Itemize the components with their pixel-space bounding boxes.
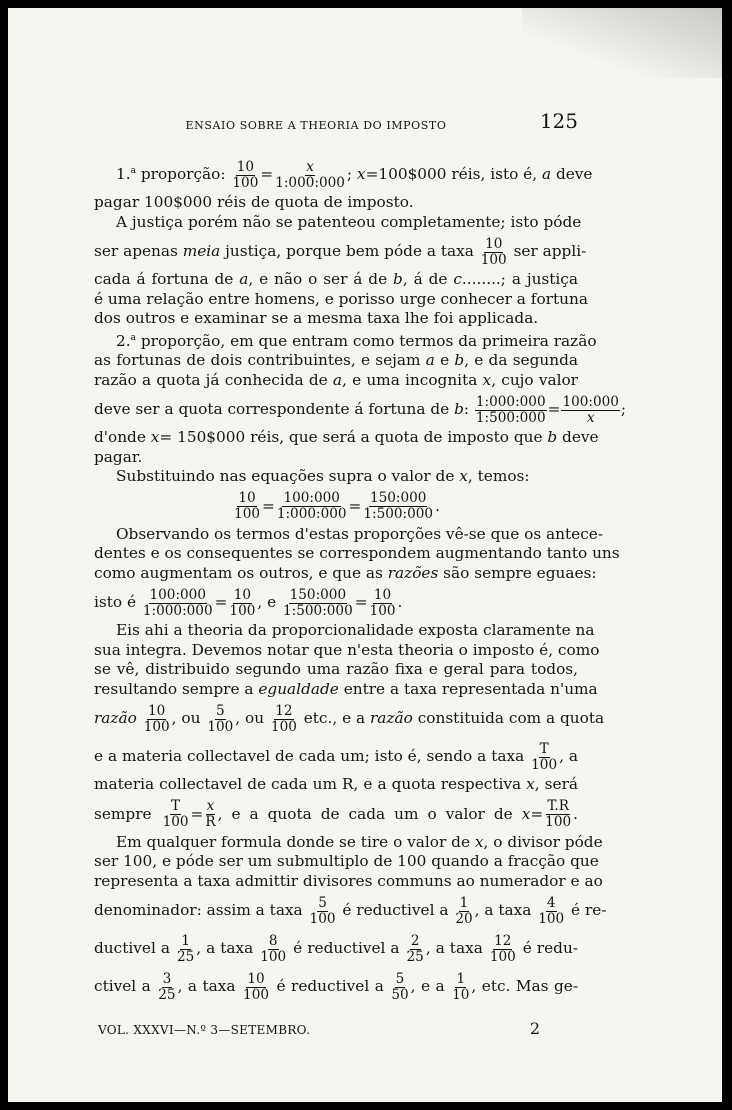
fraction: $\frac{1}{10}$ — [452, 970, 470, 1003]
text-line: e a materia collectavel de cada um; isto é, sendo a taxa $\frac{T}{100}$ , a — [94, 740, 578, 773]
equation-line: $\frac{10}{100}$ = $\frac{100:000}{1:000:000}$ = $\frac{150:000}{1:500:000}$ . — [234, 490, 440, 523]
text-line: se vê, distribuido segundo uma razão fixa e geral para todos, — [94, 660, 578, 679]
text-line: é uma relação entre homens, e porisso urge conhecer a fortuna — [94, 289, 588, 308]
text-line: Em qualquer formula donde se tire o valor de x, o divisor póde — [116, 832, 603, 851]
fraction: $\frac{12}{100}$ — [270, 702, 297, 735]
fraction: $\frac{T}{100}$ — [531, 740, 558, 773]
footer-volume: VOL. XXXVI—N.º 3—SETEMBRO. — [98, 1023, 311, 1038]
text-line: ductivel a $\frac{1}{25}$ , a taxa $\frac{8}{100}$ é reductivel a $\frac{2}{25}$ , a taxa $\frac{12}{100}$ é redu- — [94, 932, 578, 965]
text-line: Observando os termos d'estas proporções vê-se que os antece- — [116, 524, 604, 543]
text-line: pagar. — [94, 447, 143, 466]
text-line: ctivel a $\frac{3}{25}$ , a taxa $\frac{10}{100}$ é reductivel a $\frac{5}{50}$ , e a $\frac{1}{10}$ , etc. Mas ge- — [94, 970, 579, 1003]
text-line: razão $\frac{10}{100}$ , ou $\frac{5}{100}$ , ou $\frac{12}{100}$ etc., e a razão constituida com a quota — [94, 702, 605, 735]
text-line: as fortunas de dois contribuintes, e sejam a e b, e da segunda — [94, 351, 578, 370]
fraction: $\frac{100:000}{1:000:000}$ — [142, 586, 213, 619]
fraction: $\frac{3}{25}$ — [158, 970, 176, 1003]
page-number: 125 — [539, 109, 578, 133]
fraction: $\frac{5}{100}$ — [207, 702, 234, 735]
fraction: $\frac{2}{25}$ — [406, 932, 424, 965]
fraction: $\frac{100:000}{1:000:000}$ — [276, 490, 347, 523]
fraction: $\frac{10}{100}$ — [369, 586, 396, 619]
fraction: $\frac{x}{R}$ — [205, 798, 216, 831]
page-footer — [94, 1021, 578, 1043]
text-line: razão a quota já conhecida de a, e uma incognita x, cujo valor — [94, 370, 578, 389]
page-shadow — [522, 8, 722, 78]
fraction: $\frac{T.R}{100}$ — [545, 798, 572, 831]
fraction: $\frac{5}{100}$ — [309, 894, 336, 927]
fraction: $\frac{10}{100}$ — [143, 702, 170, 735]
text-line: pagar 100$000 réis de quota de imposto. — [94, 193, 414, 212]
text-line: sempre $\frac{T}{100}$ = $\frac{x}{R}$ , e a quota de cada um o valor de x= $\frac{T.R}{100}$ . — [94, 798, 578, 831]
text-line: resultando sempre a egualdade entre a taxa representada n'uma — [94, 679, 598, 698]
fraction: $\frac{100:000}{x}$ — [562, 393, 619, 426]
text-line: Substituindo nas equações supra o valor de x, temos: — [116, 467, 530, 486]
fraction: $\frac{5}{50}$ — [391, 970, 409, 1003]
text-line: ser apenas meia justiça, porque bem póde a taxa $\frac{10}{100}$ ser appli- — [94, 235, 587, 268]
fraction: $\frac{x}{1:000:000}$ — [275, 158, 345, 191]
fraction: $\frac{10}{100}$ — [480, 235, 507, 268]
fraction: $\frac{1}{25}$ — [176, 932, 195, 965]
text-line: deve ser a quota correspondente á fortuna de b: $\frac{1:000:000}{1:500:000}$ = $\frac{100:000}{x}$ ; — [94, 393, 627, 426]
page-body — [94, 109, 627, 1043]
fraction: $\frac{T}{100}$ — [162, 798, 189, 831]
running-head: ENSAIO SOBRE A THEORIA DO IMPOSTO — [185, 119, 447, 132]
text-line: d'onde x= 150$000 réis, que será a quota de imposto que b deve — [94, 428, 599, 447]
fraction: $\frac{150:000}{1:500:000}$ — [363, 490, 434, 523]
fraction: $\frac{1}{20}$ — [455, 894, 473, 927]
fraction: $\frac{4}{100}$ — [538, 894, 565, 927]
text-line: Eis ahi a theoria da proporcionalidade exposta claramente na — [116, 621, 595, 640]
text-line: isto é $\frac{100:000}{1:000:000}$ = $\frac{10}{100}$ , e $\frac{150:000}{1:500:000}$ = $\frac{10}{100}$ . — [94, 586, 403, 619]
fraction: $\frac{1:000:000}{1:500:000}$ — [475, 393, 546, 426]
text-line: 1.$^a$ proporção: $\frac{10}{100}$ = $\frac{x}{1:000:000}$ ; x=100$000 réis, isto é, a deve — [116, 158, 593, 191]
text-line: dentes e os consequentes se correspondem augmentando tanto uns — [94, 544, 620, 563]
text-line: como augmentam os outros, e que as razões são sempre eguaes: — [94, 563, 597, 582]
text-line: sua integra. Devemos notar que n'esta theoria o imposto é, como — [94, 640, 600, 659]
fraction: $\frac{10}{100}$ — [243, 970, 269, 1003]
text-line: ser 100, e póde ser um submultiplo de 100 quando a fracção que — [94, 852, 599, 871]
fraction: $\frac{150:000}{1:500:000}$ — [283, 586, 353, 619]
signature-mark: 2 — [529, 1019, 540, 1039]
page-sheet — [8, 8, 722, 1102]
text-line: denominador: assim a taxa $\frac{5}{100}$ é reductivel a $\frac{1}{20}$ , a taxa $\frac{4}{100}$ é re- — [94, 894, 607, 927]
fraction: $\frac{10}{100}$ — [234, 490, 260, 523]
text-line: representa a taxa admittir divisores communs ao numerador e ao — [94, 871, 603, 890]
text-line: 2.$^a$ proporção, em que entram como termos da primeira razão — [116, 331, 597, 350]
text-line: dos outros e examinar se a mesma taxa lhe foi applicada. — [94, 309, 539, 328]
page-header — [94, 109, 578, 136]
text-line: A justiça porém não se patenteou completamente; isto póde — [116, 212, 582, 231]
fraction: $\frac{10}{100}$ — [229, 586, 256, 619]
fraction: $\frac{10}{100}$ — [232, 158, 259, 191]
fraction: $\frac{12}{100}$ — [489, 932, 516, 965]
fraction: $\frac{8}{100}$ — [260, 932, 287, 965]
text-line: materia collectavel de cada um R, e a quota respectiva x, será — [94, 775, 579, 794]
text-line: cada á fortuna de a, e não o ser á de b, á de c........; a justiça — [94, 270, 578, 289]
